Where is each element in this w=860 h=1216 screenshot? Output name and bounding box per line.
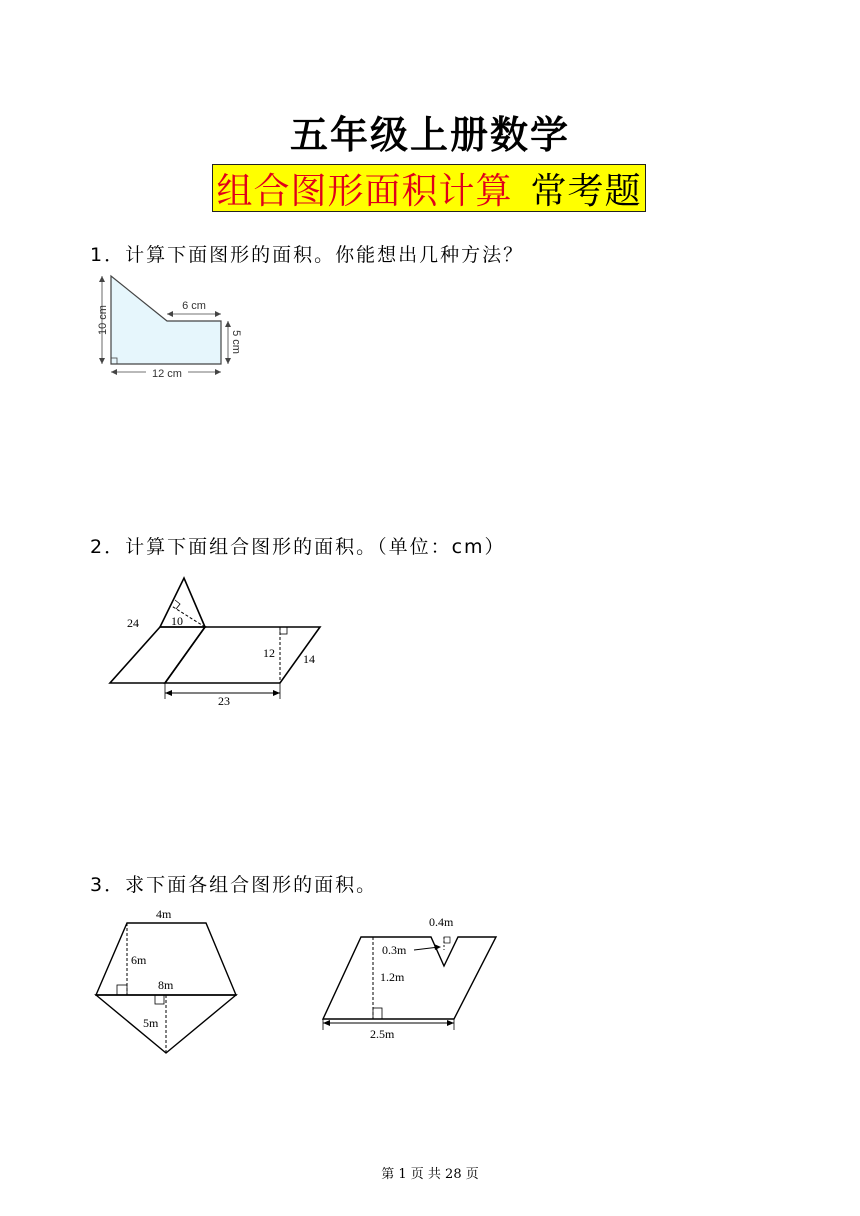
question-1-text: 1．计算下面图形的面积。你能想出几种方法？ bbox=[90, 244, 525, 266]
page-footer: 第 1 页 共 28 页 bbox=[381, 1167, 479, 1182]
bottom-label: 12 cm bbox=[152, 368, 182, 380]
question-3-figure-1 bbox=[90, 905, 250, 1057]
subtitle-tag: 常考题 bbox=[530, 170, 642, 212]
side-label: 24 bbox=[127, 616, 139, 630]
base-label: 23 bbox=[218, 694, 230, 708]
height-label: 12 bbox=[263, 646, 275, 660]
triangle bbox=[96, 995, 236, 1053]
subtitle-banner bbox=[212, 164, 646, 212]
notch-top-label: 0.4m bbox=[429, 915, 454, 929]
middle-label: 8m bbox=[158, 978, 174, 992]
right-parallelogram bbox=[165, 627, 320, 683]
top-label: 4m bbox=[156, 907, 172, 921]
base-label: 2.5m bbox=[370, 1027, 395, 1041]
question-3-text: 3．求下面各组合图形的面积。 bbox=[90, 874, 378, 896]
left-label: 10 cm bbox=[97, 305, 109, 335]
subtitle-main: 组合图形面积计算 bbox=[216, 170, 513, 212]
notched-parallelogram bbox=[323, 937, 496, 1019]
height-small-label: 10 bbox=[171, 614, 183, 628]
page-title: 五年级上册数学 bbox=[289, 112, 570, 157]
question-1-figure bbox=[92, 268, 252, 384]
left-parallelogram bbox=[110, 627, 205, 683]
height-bottom-label: 5m bbox=[143, 1016, 159, 1030]
height-label: 1.2m bbox=[380, 970, 405, 984]
question-2-figure bbox=[100, 570, 340, 715]
question-3-figure-2 bbox=[318, 908, 508, 1043]
right-label: 5 cm bbox=[230, 330, 242, 354]
slant-label: 14 bbox=[303, 652, 315, 666]
composite-shape bbox=[111, 276, 221, 364]
height-top-label: 6m bbox=[131, 953, 147, 967]
top-label: 6 cm bbox=[182, 300, 206, 312]
notch-height-label: 0.3m bbox=[382, 943, 407, 957]
question-2-text: 2．计算下面组合图形的面积。（单位：cm） bbox=[90, 536, 506, 558]
